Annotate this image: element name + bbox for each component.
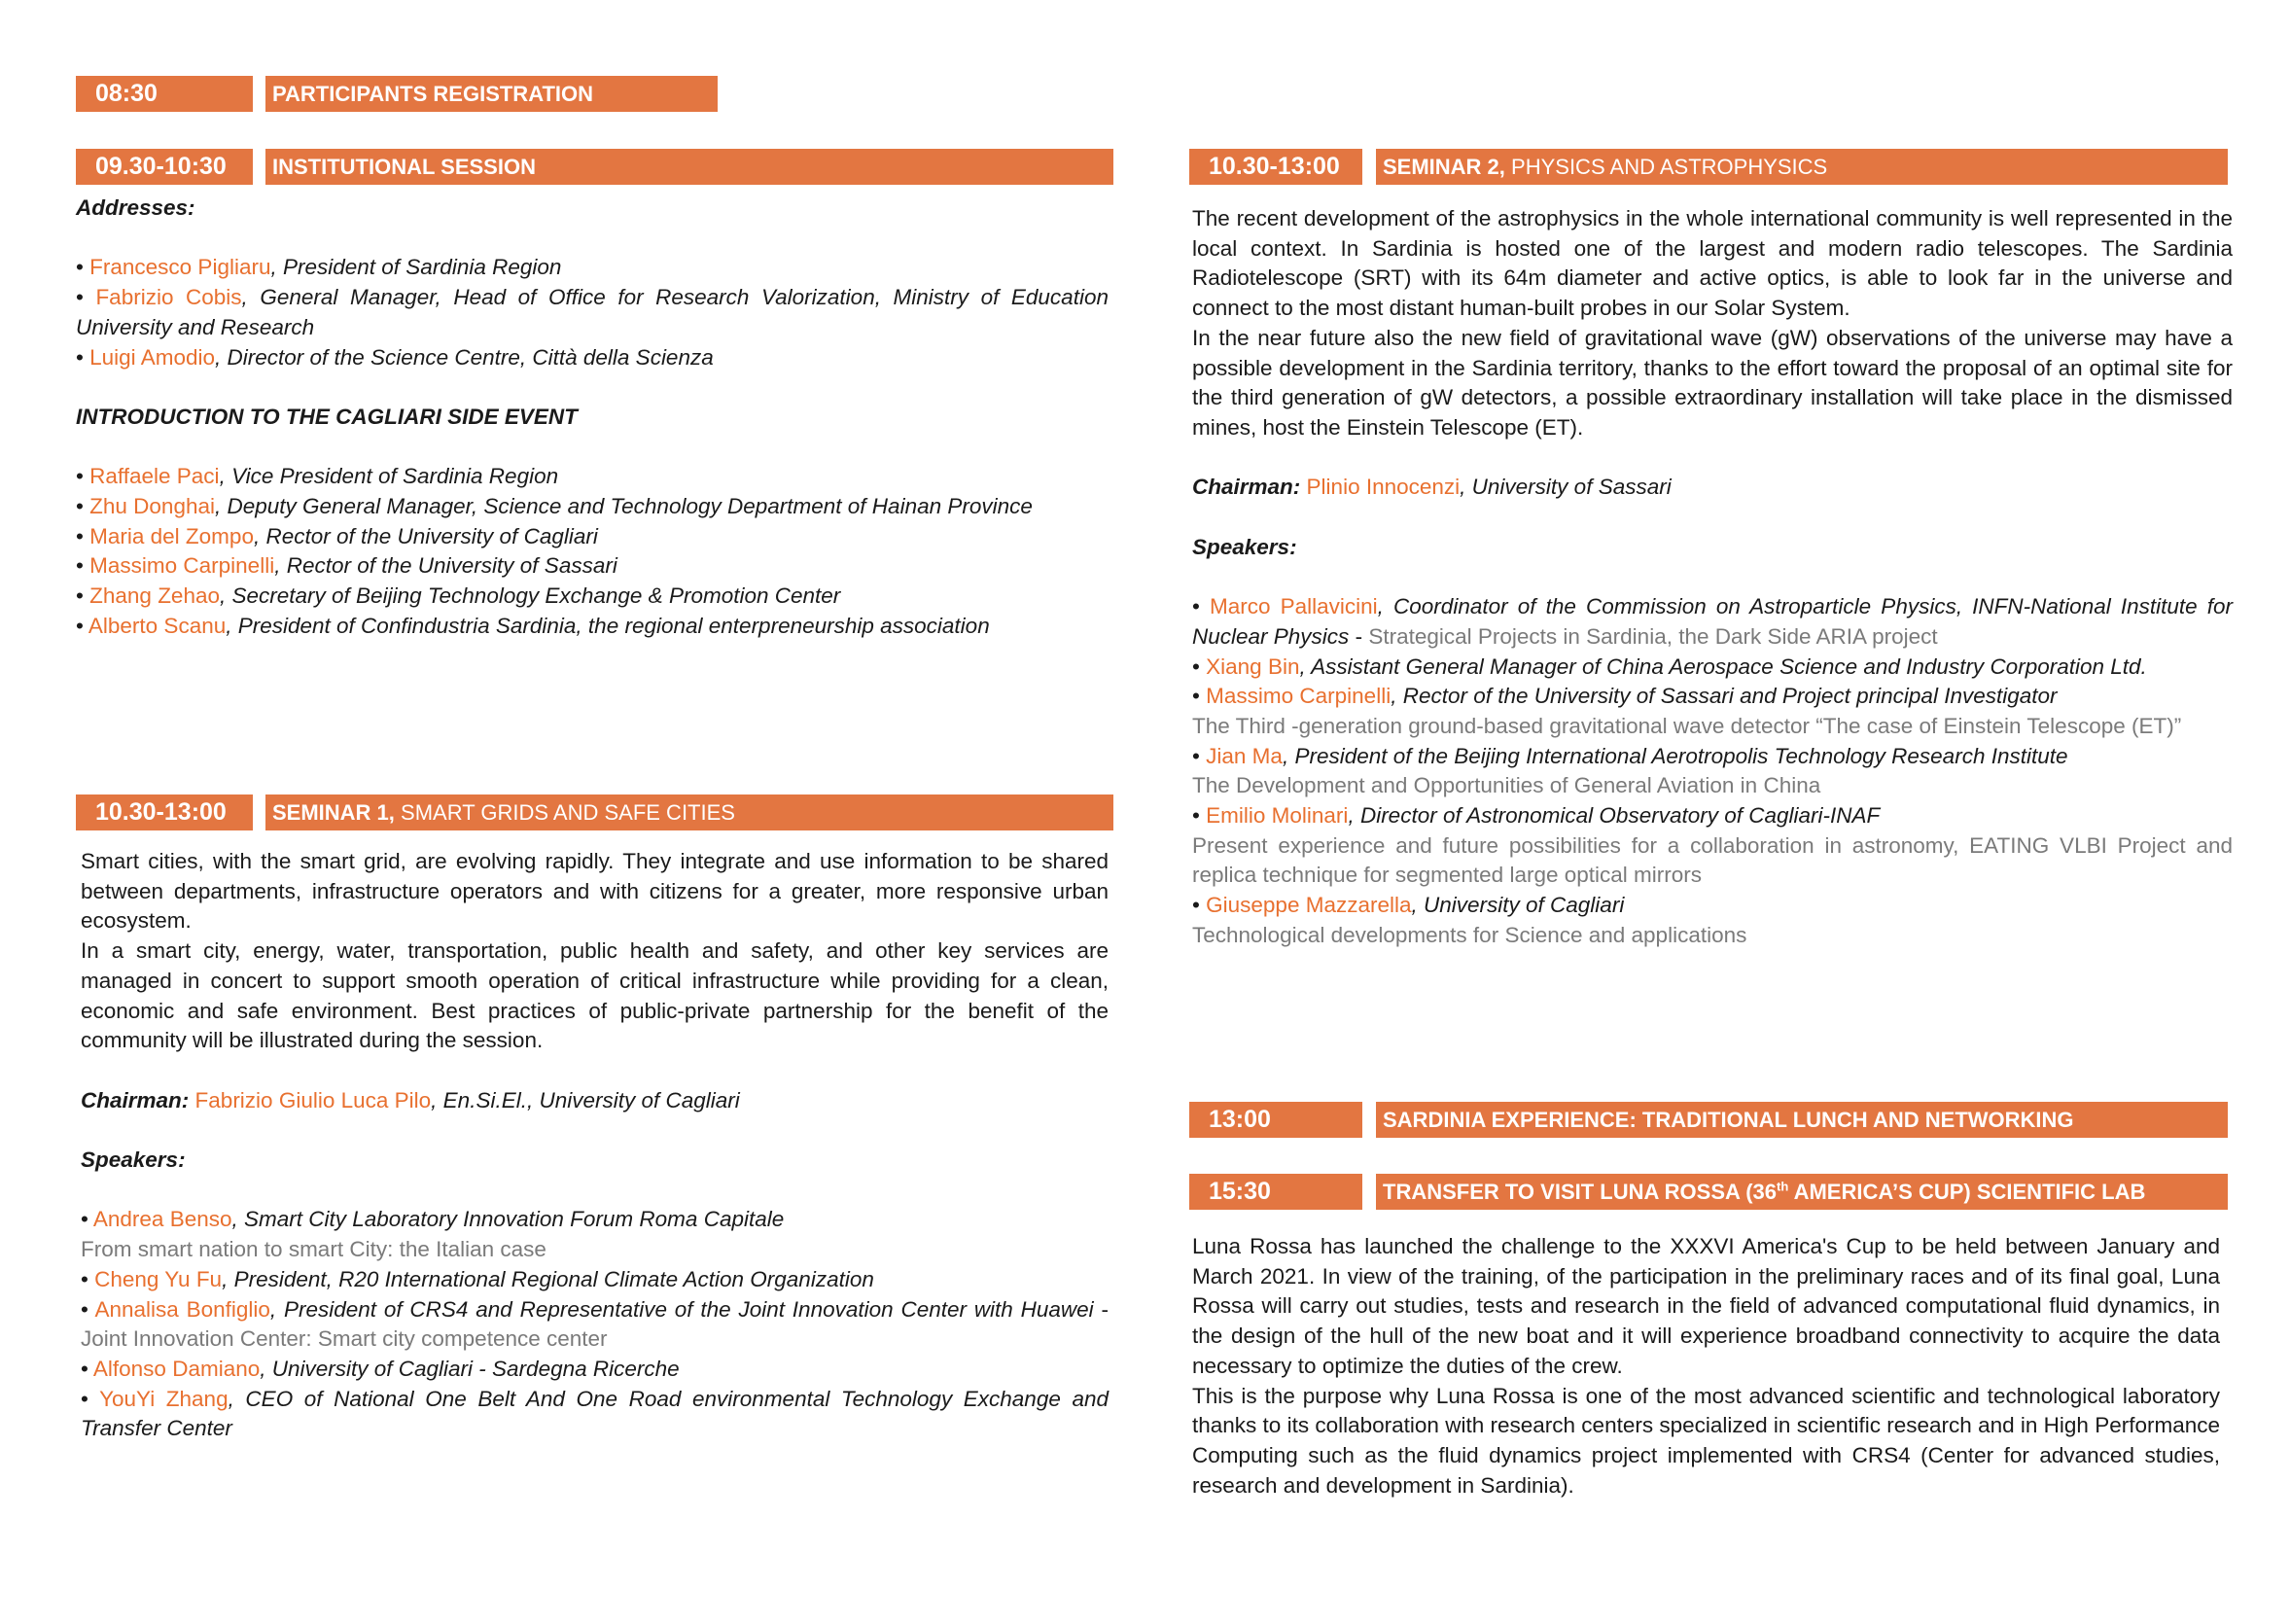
intro-item: • Zhang Zehao, Secretary of Beijing Technology Exchange & Promotion Center — [76, 583, 841, 609]
speaker-role: , President of CRS4 and Representative of the Joint Innovation Center with Huawei — [269, 1296, 1094, 1322]
speaker-topic: The Third -generation ground-based gravitational wave detector “The case of Einstein Telescope (ET)” — [1192, 713, 2182, 738]
speaker-name: Giuseppe Mazzarella — [1206, 893, 1412, 918]
speaker-role: , CEO of National One Belt And One Road environmental Technology Exchange and Transfer Center — [81, 1386, 1109, 1441]
speaker-name: YouYi Zhang — [99, 1386, 229, 1411]
speaker-item: • Annalisa Bonfiglio, President of CRS4 and Representative of the Joint Innovation Center with Huawei - Joint Innovation Center: Smart city competence center — [81, 1296, 1109, 1352]
transfer-time: 15:30 — [1189, 1174, 1362, 1210]
transfer-title: TRANSFER TO VISIT LUNA ROSSA (36th AMERICA’S CUP) SCIENTIFIC LAB — [1376, 1174, 2228, 1210]
address-item: • Fabrizio Cobis, General Manager, Head of Office for Research Valorization, Ministry of Education University and Research — [76, 285, 1109, 339]
seminar1-speakers-label: Speakers: — [81, 1147, 186, 1172]
speaker-name: Xiang Bin — [1206, 653, 1300, 679]
transfer-content — [1192, 1232, 2220, 1500]
seminar2-title: SEMINAR 2, PHYSICS AND ASTROPHYSICS — [1376, 149, 2228, 185]
speaker-role: , President, R20 International Regional Climate Action Organization — [222, 1266, 874, 1291]
registration-title: PARTICIPANTS REGISTRATION — [265, 76, 718, 112]
speaker-role: , University of Cagliari - Sardegna Ricerche — [260, 1356, 680, 1381]
speaker-item: • Cheng Yu Fu, President, R20 International Regional Climate Action Organization — [81, 1266, 874, 1291]
speaker-name: Emilio Molinari — [1206, 803, 1349, 829]
seminar2-chairman: Chairman: Plinio Innocenzi, University of Sassari — [1192, 475, 1672, 500]
seminar1-speakers — [81, 1205, 1109, 1444]
intro-item: • Zhu Donghai, Deputy General Manager, Science and Technology Department of Hainan Province — [76, 493, 1033, 518]
speaker-sep: - — [1093, 1296, 1109, 1322]
speaker-name: Andrea Benso — [92, 1207, 232, 1232]
speaker-topic: Joint Innovation Center: Smart city competence center — [81, 1326, 608, 1352]
speaker-item: • Emilio Molinari, Director of Astronomical Observatory of Cagliari-INAF — [1192, 803, 1881, 829]
speaker-topic: From smart nation to smart City: the Italian case — [81, 1237, 546, 1262]
transfer-paragraph: This is the purpose why Luna Rossa is one of the most advanced scientific and technological laboratory thanks to its collaboration with research centers specialized in scientific research and in High Performance Computing such as the fluid dynamics project implemented with CRS4 (Center for advanced studies, research and development in Sardinia). — [1192, 1383, 2220, 1498]
lunch-time: 13:00 — [1189, 1102, 1362, 1138]
speaker-role: , Smart City Laboratory Innovation Forum Roma Capitale — [231, 1207, 785, 1232]
seminar1-content — [81, 847, 1109, 1444]
registration-time: 08:30 — [76, 76, 253, 112]
institutional-title: INSTITUTIONAL SESSION — [265, 149, 1113, 185]
lunch-title: SARDINIA EXPERIENCE: TRADITIONAL LUNCH AND NETWORKING — [1376, 1102, 2228, 1138]
speaker-role: , Assistant General Manager of China Aerospace Science and Industry Corporation Ltd. — [1299, 653, 2147, 679]
speaker-name: Annalisa Bonfiglio — [94, 1296, 270, 1322]
address-item: • Francesco Pigliaru, President of Sardinia Region — [76, 255, 562, 280]
intro-item: • Massimo Carpinelli, Rector of the University of Sassari — [76, 553, 617, 579]
speaker-topic: The Development and Opportunities of General Aviation in China — [1192, 773, 1821, 798]
speaker-item: • YouYi Zhang, CEO of National One Belt And One Road environmental Technology Exchange and Transfer Center — [81, 1386, 1109, 1441]
seminar2-speakers-label: Speakers: — [1192, 534, 1297, 559]
speaker-topic: Strategical Projects in Sardinia, the Dark Side ARIA project — [1368, 623, 1938, 649]
institutional-content — [76, 194, 1109, 642]
seminar1-paragraph: Smart cities, with the smart grid, are evolving rapidly. They integrate and use information to be shared between departments, infrastructure operators and with citizens for a greater, more responsive urban ecosystem. — [81, 849, 1109, 934]
seminar1-time: 10.30-13:00 — [76, 794, 253, 830]
speaker-item: • Marco Pallavicini, Coordinator of the Commission on Astroparticle Physics, INFN-National Institute for Nuclear Physics - Strategical Projects in Sardinia, the Dark Side ARIA project — [1192, 594, 2233, 649]
speaker-sep: - — [1349, 623, 1369, 649]
intro-label: INTRODUCTION TO THE CAGLIARI SIDE EVENT — [76, 404, 578, 429]
transfer-paragraph: Luna Rossa has launched the challenge to the XXXVI America's Cup to be held between January and March 2021. In view of the training, of the participation in the preliminary races and of its final goal, Luna Rossa will carry out studies, tests and research in the field of advanced computational fluid dynamics, in the design of the hull of the new boat and it will experience broadband connectivity to acquire the data necessary to optimize the duties of the crew. — [1192, 1234, 2220, 1378]
intro-item: • Alberto Scanu, President of Confindustria Sardinia, the regional enterpreneurship association — [76, 613, 990, 638]
speaker-name: Marco Pallavicini — [1210, 594, 1378, 619]
seminar2-content — [1192, 204, 2233, 951]
speaker-name: Alfonso Damiano — [92, 1356, 261, 1381]
speaker-item: • Jian Ma, President of the Beijing International Aerotropolis Technology Research Institute — [1192, 743, 2068, 768]
speaker-item: • Alfonso Damiano, University of Cagliari - Sardegna Ricerche — [81, 1356, 680, 1381]
institutional-time: 09.30-10:30 — [76, 149, 253, 185]
speaker-topic: Present experience and future possibilities for a collaboration in astronomy, EATING VLBI Project and replica technique for segmented large optical mirrors — [1192, 832, 2233, 888]
speaker-item: • Andrea Benso, Smart City Laboratory Innovation Forum Roma Capitale — [81, 1207, 785, 1232]
speaker-item: • Massimo Carpinelli, Rector of the University of Sassari and Project principal Investigator — [1192, 684, 2058, 709]
speaker-name: Cheng Yu Fu — [94, 1266, 223, 1291]
speaker-role: , University of Cagliari — [1411, 893, 1625, 918]
speaker-role: , Coordinator of the Commission on Astroparticle Physics, INFN-National Institute for Nuclear Physics — [1192, 594, 2233, 649]
seminar1-chairman: Chairman: Fabrizio Giulio Luca Pilo, En.Si.El., University of Cagliari — [81, 1087, 740, 1112]
intro-item: • Maria del Zompo, Rector of the University of Cagliari — [76, 523, 598, 548]
address-item: • Luigi Amodio, Director of the Science Centre, Città della Scienza — [76, 344, 714, 370]
intro-item: • Raffaele Paci, Vice President of Sardinia Region — [76, 464, 559, 489]
speaker-item: • Xiang Bin, Assistant General Manager of China Aerospace Science and Industry Corporation Ltd. — [1192, 653, 2147, 679]
addresses-label: Addresses: — [76, 195, 195, 220]
seminar2-speakers — [1192, 592, 2233, 950]
seminar2-time: 10.30-13:00 — [1189, 149, 1362, 185]
speaker-name: Jian Ma — [1206, 743, 1283, 768]
speaker-topic: Technological developments for Science and applications — [1192, 922, 1747, 947]
seminar2-paragraph: The recent development of the astrophysics in the whole international community is well represented in the local context. In Sardinia is hosted one of the largest and modern radio telescopes. The Sardinia Radiotelescope (SRT) with its 64m diameter and active optics, is able to look far in the universe and connect to the most distant human-built probes in our Solar System. — [1192, 206, 2233, 321]
speaker-role: , Rector of the University of Sassari and Project principal Investigator — [1391, 684, 2058, 709]
speaker-role: , Director of Astronomical Observatory of Cagliari-INAF — [1348, 803, 1881, 829]
seminar2-paragraph: In the near future also the new field of gravitational wave (gW) observations of the universe may have a possible development in the Sardinia territory, thanks to the effort toward the proposal of an optimal site for the third generation of gW detectors, a possible extraordinary installation will take place in the dismissed mines, host the Einstein Telescope (ET). — [1192, 325, 2233, 440]
speaker-name: Massimo Carpinelli — [1206, 684, 1392, 709]
speaker-item: • Giuseppe Mazzarella, University of Cagliari — [1192, 893, 1625, 918]
seminar1-title: SEMINAR 1, SMART GRIDS AND SAFE CITIES — [265, 794, 1113, 830]
seminar1-paragraph: In a smart city, energy, water, transportation, public health and safety, and other key services are managed in concert to support smooth operation of critical infrastructure while providing for a clean, economic and safe environment. Best practices of public-private partnership for the benefit of the community will be illustrated during the session. — [81, 938, 1109, 1053]
speaker-role: , President of the Beijing International Aerotropolis Technology Research Institute — [1282, 743, 2068, 768]
